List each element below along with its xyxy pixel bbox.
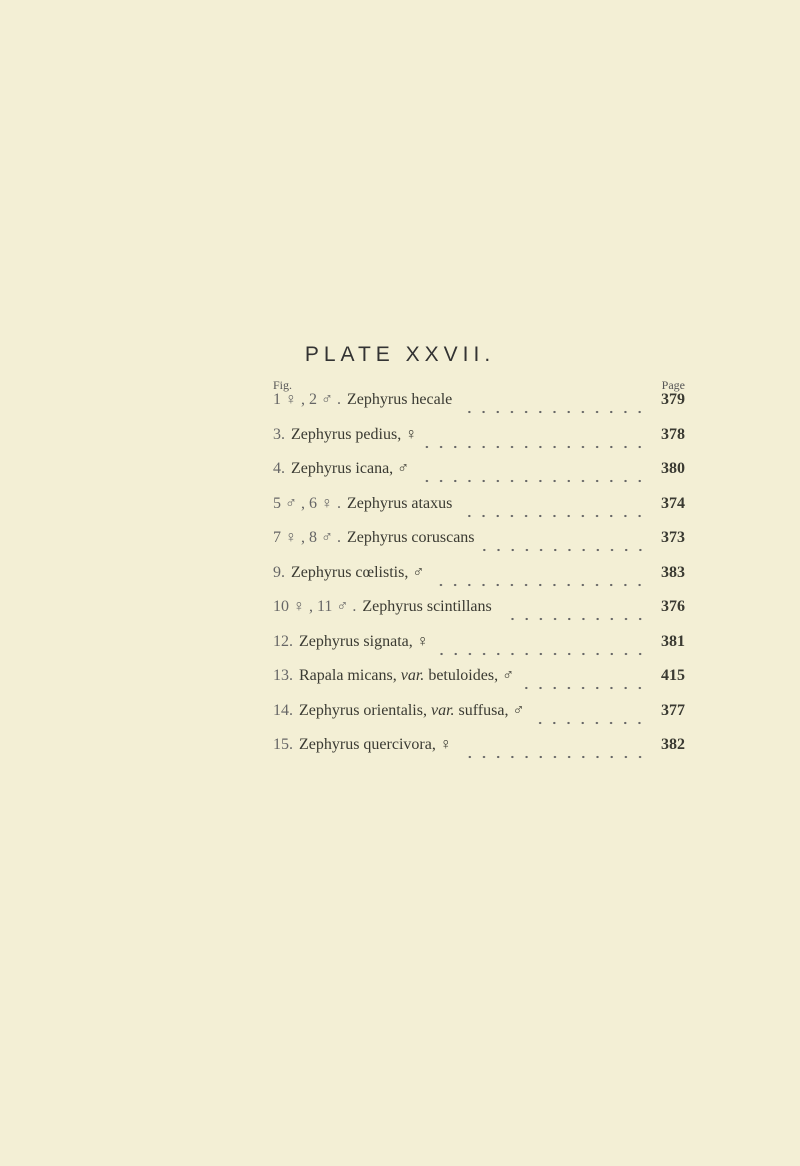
figure-number: 12. (273, 632, 293, 650)
page-number: 378 (661, 425, 685, 443)
list-item (273, 494, 685, 529)
species-name (347, 528, 475, 548)
species-name (299, 735, 452, 755)
page-number: 377 (661, 701, 685, 719)
plate-title: PLATE XXVII. (304, 343, 496, 366)
list-item (273, 459, 685, 494)
list-item (273, 563, 685, 598)
page-number: 376 (661, 598, 685, 615)
dot-leader (483, 548, 647, 552)
figure-number: 14. (273, 701, 293, 719)
dot-leader (425, 445, 647, 449)
figure-number: 10 ♀ , 11 ♂ . (273, 598, 357, 615)
name-part: Zephyrus orientalis, (299, 701, 431, 719)
figure-number: 7 ♀ , 8 ♂ . (273, 529, 341, 546)
species-name (291, 425, 417, 445)
dot-leader (437, 652, 647, 656)
species-name (291, 459, 409, 479)
page-number: 380 (661, 460, 685, 477)
list-item (273, 666, 685, 701)
dot-leader (532, 721, 647, 725)
species-name (299, 701, 524, 721)
list-item (273, 632, 685, 667)
page-number: 374 (661, 494, 685, 512)
figure-number: 13. (273, 667, 293, 684)
dot-leader (417, 479, 647, 483)
species-name (347, 494, 452, 514)
species-name (347, 390, 452, 410)
name-part: Zephyrus pedius, ♀ (291, 425, 418, 443)
dot-leader (522, 686, 647, 690)
name-part: Zephyrus icana, ♂ (291, 460, 410, 477)
dot-leader (500, 617, 647, 621)
species-name (299, 666, 514, 686)
figure-number: 4. (273, 460, 285, 477)
figure-number: 1 ♀ , 2 ♂ . (273, 391, 341, 408)
page-number: 381 (661, 632, 685, 650)
page-number: 373 (661, 529, 685, 546)
dot-leader (460, 755, 647, 759)
name-part: Rapala micans, (299, 667, 401, 684)
dot-leader (460, 410, 647, 414)
name-part: Zephyrus scintillans (362, 598, 492, 615)
species-name (362, 597, 491, 617)
name-part: Zephyrus coruscans (347, 529, 475, 546)
name-part: suffusa, ♂ (454, 701, 525, 719)
fig-header: Fig. (273, 378, 293, 392)
name-part: Zephyrus signata, ♀ (299, 632, 429, 650)
dot-leader (460, 514, 647, 518)
page-number: 382 (661, 736, 685, 753)
species-name (299, 632, 429, 652)
name-part: Zephyrus ataxus (347, 494, 453, 512)
name-part: betuloides, ♂ (424, 667, 515, 684)
name-italic: var. (400, 667, 425, 684)
name-part: Zephyrus hecale (347, 391, 453, 408)
dot-leader (432, 583, 647, 587)
list-item (273, 390, 685, 425)
figure-number: 5 ♂ , 6 ♀ . (273, 494, 341, 512)
list-item (273, 597, 685, 632)
name-italic: var. (430, 701, 455, 719)
page-number: 379 (661, 391, 685, 408)
figure-number: 3. (273, 425, 285, 443)
list-item (273, 528, 685, 563)
page-number: 415 (661, 667, 685, 684)
page-header: Page (661, 378, 685, 392)
figure-list (273, 390, 685, 770)
species-name (291, 563, 424, 583)
list-item (273, 701, 685, 736)
list-item (273, 735, 685, 770)
figure-number: 15. (273, 736, 293, 753)
figure-number: 9. (273, 563, 285, 581)
name-part: Zephyrus cœlistis, ♂ (291, 563, 425, 581)
list-item (273, 425, 685, 460)
name-part: Zephyrus quercivora, ♀ (299, 736, 452, 753)
page-number: 383 (661, 563, 685, 581)
